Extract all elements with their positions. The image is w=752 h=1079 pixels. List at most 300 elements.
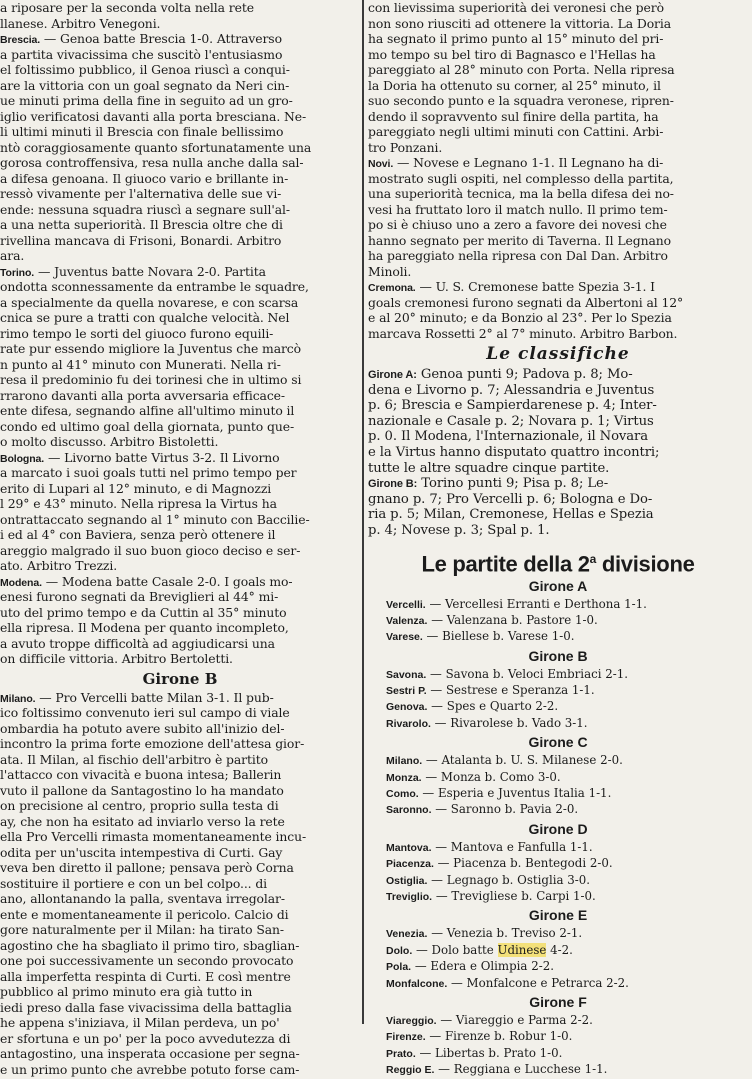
division-title-text: Le partite della 2 — [421, 550, 590, 576]
result-text: — Dolo batte — [412, 942, 498, 957]
text-line — [368, 279, 748, 295]
match-result — [368, 682, 748, 698]
text-line — [0, 372, 360, 388]
report-bologna — [0, 450, 360, 574]
paragraph-lead: Girone A: — [368, 369, 417, 381]
match-result — [368, 596, 748, 612]
result-text: — Esperia e Juventus Italia 1-1. — [418, 786, 612, 801]
girone-heading: Girone A — [528, 577, 588, 594]
text-line — [0, 310, 360, 326]
text-line — [0, 124, 360, 140]
line-text: ha pareggiato nella ripresa con Dal Dan. Arbitro — [368, 248, 668, 263]
text-line — [0, 922, 360, 938]
match-result — [368, 666, 748, 682]
girone-b-heading: Girone B — [142, 669, 218, 688]
line-text: vuto il pallone da Santagostino lo ha mandato — [0, 782, 284, 798]
result-text: — Sestrese e Speranza 1-1. — [426, 683, 595, 698]
match-result — [368, 942, 748, 958]
result-city: Pola. — [386, 961, 412, 974]
line-text: ato. Arbitro Trezzi. — [0, 558, 118, 573]
text-line — [368, 171, 748, 187]
line-text: — Novese e Legnano 1-1. Il Legnano ha di- — [393, 155, 664, 170]
result-city: Prato. — [386, 1047, 416, 1060]
result-city: Monfalcone. — [386, 977, 448, 990]
result-text: — Savona b. Veloci Embriaci 2-1. — [426, 666, 628, 681]
line-text: po si è chiuso uno a zero a favore dei novesi che — [368, 217, 667, 232]
text-line — [368, 233, 748, 249]
girone-heading: Girone E — [528, 907, 588, 924]
text-line — [0, 62, 360, 78]
girone-section — [368, 733, 748, 818]
line-text: — Pro Vercelli batte Milan 3-1. Il pub- — [35, 689, 274, 705]
text-line — [368, 461, 748, 477]
result-city: Saronno. — [386, 804, 432, 817]
text-line — [0, 605, 360, 621]
text-line — [0, 860, 360, 876]
text-line — [0, 434, 360, 450]
result-text: — Monfalcone e Petrarca 2-2. — [447, 975, 629, 990]
text-line — [0, 450, 360, 466]
text-line — [0, 953, 360, 969]
text-line — [0, 1031, 360, 1047]
match-result — [368, 612, 748, 628]
text-line — [0, 279, 360, 295]
text-line — [0, 1000, 360, 1016]
text-line — [368, 507, 748, 523]
text-line — [0, 202, 360, 218]
highlighted-team: Udinese — [497, 942, 547, 957]
result-text: — Venezia b. Treviso 2-1. — [427, 926, 583, 941]
line-text: — Juventus batte Novara 2-0. Partita — [34, 263, 266, 279]
result-city: Viareggio. — [386, 1014, 437, 1027]
line-text: ue minuti prima della fine in seguito ad un gro- — [0, 93, 293, 108]
match-result — [368, 888, 748, 904]
division-title-sup: a — [589, 551, 597, 566]
text-line — [0, 155, 360, 171]
line-text: ella ripresa. Il Modena per quanto incompleto, — [0, 620, 289, 635]
line-text: ntò coraggiosamente quanto sfortunatamente una — [0, 139, 312, 155]
text-line — [0, 705, 360, 721]
text-line — [0, 620, 360, 636]
line-text: areggio malgrado il suo buon gioco deciso e ser- — [0, 542, 301, 558]
line-text: rate pur essendo migliore la Juventus che marcò — [0, 341, 302, 356]
text-line — [0, 938, 360, 954]
article-continuation — [0, 0, 360, 31]
girone-section — [368, 820, 748, 905]
paragraph-lead: Torino. — [0, 266, 35, 279]
line-text: ay, che non ha esitato ad inviarlo verso la rete — [0, 813, 285, 829]
line-text: i ed al 4° con Baviera, senza però ottenere il — [0, 527, 276, 542]
match-result — [368, 975, 748, 991]
line-text: Torino punti 9; Pisa p. 8; Le- — [417, 476, 609, 492]
text-line — [0, 543, 360, 559]
text-line — [0, 264, 360, 280]
text-line — [0, 721, 360, 737]
line-text: on difficile vittoria. Arbitro Bertoletti. — [0, 651, 233, 666]
result-city: Milano. — [386, 755, 423, 768]
text-line — [368, 31, 748, 47]
text-line — [0, 31, 360, 47]
classifiche-heading: Le classifiche — [486, 344, 630, 364]
result-text: — Mantova e Fanfulla 1-1. — [431, 839, 593, 854]
text-line — [0, 0, 360, 16]
report-novi — [368, 155, 748, 279]
text-line — [368, 109, 748, 125]
report-torino — [0, 264, 360, 450]
paragraph-lead: Novi. — [368, 158, 394, 170]
line-text: one poi successivamente un secondo provocato — [0, 953, 294, 968]
line-text: — Livorno batte Virtus 3-2. Il Livorno — [44, 449, 280, 465]
line-text: ente difesa, segnando alfine all'ultimo minuto il — [0, 403, 295, 418]
result-text: — Biellese b. Varese 1-0. — [422, 629, 575, 644]
line-text: llanese. Arbitro Venegoni. — [0, 15, 161, 31]
result-city: Reggio E. — [386, 1064, 435, 1077]
report-milano — [0, 690, 360, 1078]
line-text: Genoa punti 9; Padova p. 8; Mo- — [416, 367, 633, 382]
result-city: Sestri P. — [386, 685, 427, 698]
line-text: a difesa genoana. Il giuoco vario e brillante in- — [0, 170, 289, 186]
match-result — [368, 1045, 748, 1061]
result-city: Vercelli. — [386, 598, 426, 611]
line-text: on precisione al centro, proprio sulla testa di — [0, 798, 279, 813]
result-text: — Saronno b. Pavia 2-0. — [431, 802, 579, 817]
line-text: dena e Livorno p. 7; Alessandria e Juventus — [368, 382, 655, 398]
line-text: tutte le altre squadre cinque partite. — [368, 460, 610, 476]
text-line — [0, 109, 360, 125]
result-text: — Vercellesi Erranti e Derthona 1-1. — [425, 596, 647, 611]
text-line — [368, 326, 748, 342]
line-text: con lievissima superiorità dei veronesi che però — [368, 0, 664, 15]
line-text: n punto al 41° minuto con Munerati. Nella ri- — [0, 356, 281, 372]
line-text: gorosa controffensiva, resa nulla anche dalla sal- — [0, 155, 304, 170]
text-line — [0, 341, 360, 357]
line-text: veva ben diretto il pallone; pensava però Corna — [0, 860, 294, 875]
text-line — [368, 0, 748, 16]
result-text: — Piacenza b. Bentegodi 2-0. — [433, 856, 613, 871]
text-line — [0, 876, 360, 892]
text-line — [368, 78, 748, 94]
standings-girone-b — [368, 476, 748, 538]
text-line — [0, 845, 360, 861]
girone-heading: Girone C — [528, 734, 588, 751]
girone-heading: Girone D — [528, 820, 588, 837]
result-city: Treviglio. — [386, 891, 433, 903]
text-line — [0, 651, 360, 667]
girone-section — [368, 906, 748, 991]
text-line — [368, 62, 748, 78]
result-text: — Legnago b. Ostiglia 3-0. — [427, 872, 591, 887]
division-title-end: divisione — [596, 550, 695, 576]
text-line — [368, 476, 748, 492]
paragraph-lead: Brescia. — [0, 34, 41, 46]
result-score: 4-2. — [546, 942, 573, 957]
text-line — [0, 527, 360, 543]
text-line — [0, 481, 360, 497]
paragraph-lead: Milano. — [0, 692, 36, 705]
result-text: — Trevigliese b. Carpi 1-0. — [432, 889, 596, 903]
line-text: odita per un'uscita intempestiva di Curti. Gay — [0, 844, 283, 860]
text-line — [368, 264, 748, 280]
line-text: gore naturalmente per il Milan: ha tirato San- — [0, 922, 284, 937]
text-line — [0, 736, 360, 752]
line-text: e un primo punto che avrebbe potuto forse cam- — [0, 1061, 300, 1077]
result-city: Como. — [386, 788, 419, 801]
text-line — [0, 558, 360, 574]
line-text: ella Pro Vercelli rimasta momentaneamente incu- — [0, 829, 307, 844]
result-city: Varese. — [386, 631, 423, 644]
paragraph-lead: Bologna. — [0, 452, 45, 465]
text-line — [368, 124, 748, 140]
text-line — [368, 155, 748, 171]
text-line — [368, 16, 748, 32]
line-text: nazionale e Casale p. 2; Novara p. 1; Virtus — [368, 413, 654, 429]
paragraph-lead: Modena. — [0, 576, 42, 589]
text-line — [0, 388, 360, 404]
text-line — [0, 783, 360, 799]
result-text: — Atalanta b. U. S. Milanese 2-0. — [422, 753, 623, 768]
left-column — [0, 0, 360, 1077]
line-text: er sfortuna e un po' per la poco avvedutezza di — [0, 1030, 291, 1046]
line-text: a marcato i suoi goals tutti nel primo tempo per — [0, 465, 297, 480]
text-line — [0, 248, 360, 264]
line-text: ontrattaccato segnando al 1° minuto con Baccilie- — [0, 511, 310, 527]
girone-heading: Girone B — [528, 647, 588, 664]
match-result — [368, 958, 748, 974]
line-text: ha segnato il primo punto al 15° minuto del pri- — [368, 31, 664, 46]
text-line — [368, 383, 748, 399]
text-line — [0, 78, 360, 94]
text-line — [0, 814, 360, 830]
text-line — [0, 1046, 360, 1062]
text-line — [0, 690, 360, 706]
line-text: pareggiato negli ultimi minuti con Cattini. Arbi- — [368, 124, 664, 139]
text-line — [0, 403, 360, 419]
line-text: antagostino, una insperata occasione per segna- — [0, 1046, 300, 1061]
line-text: ata. Il Milan, al fischio dell'arbitro è partito — [0, 751, 268, 767]
line-text: are la vittoria con un goal segnato da Neri cin- — [0, 77, 290, 93]
line-text: sostituire il portiere e con un bel colpo... di — [0, 875, 268, 891]
text-line — [368, 47, 748, 63]
match-result — [368, 855, 748, 871]
text-line — [0, 140, 360, 156]
text-line — [368, 367, 748, 383]
paragraph-lead: Girone B: — [368, 478, 418, 491]
line-text: he appena s'iniziava, il Milan perdeva, un po' — [0, 1015, 280, 1030]
line-text: ara. — [0, 248, 25, 263]
text-line — [0, 47, 360, 63]
line-text: ente e momentaneamente il pericolo. Calcio di — [0, 906, 289, 922]
line-text: vesi ha fruttato loro il match nullo. Il primo tem- — [368, 201, 668, 217]
line-text: a specialmente da quella novarese, e con scarsa — [0, 294, 299, 310]
line-text: l'attacco con vivacità e buona intesa; Ballerin — [0, 767, 282, 782]
line-text: ano, allontanando la palla, sventava irregolar- — [0, 891, 285, 906]
result-text: — Libertas b. Prato 1-0. — [415, 1045, 563, 1060]
text-line — [368, 523, 748, 539]
line-text: o molto discusso. Arbitro Bistoletti. — [0, 434, 219, 449]
line-text: enesi furono segnati da Breviglieri al 44° mi- — [0, 589, 279, 604]
match-result — [368, 839, 748, 855]
girone-section — [368, 577, 748, 645]
division-title — [368, 545, 748, 576]
text-line — [368, 414, 748, 430]
text-line — [0, 752, 360, 768]
line-text: condo ed ultimo goal della giornata, punto que- — [0, 418, 295, 434]
result-city: Genova. — [386, 701, 428, 714]
line-text: hanno segnato per merito di Taverna. Il Legnano — [368, 232, 671, 248]
text-line — [0, 233, 360, 249]
line-text: goals cremonesi furono segnati da Albertoni al 12° — [368, 294, 684, 310]
result-city: Venezia. — [386, 928, 428, 941]
line-text: pubblico al primo minuto era già tutto in — [0, 984, 253, 999]
match-result — [368, 715, 748, 731]
match-result — [368, 752, 748, 768]
line-text: uto del primo tempo e da Cuttin al 35° minuto — [0, 604, 287, 620]
match-result — [368, 1012, 748, 1028]
line-text: — U. S. Cremonese batte Spezia 3-1. I — [415, 279, 655, 294]
text-line — [0, 829, 360, 845]
result-city: Dolo. — [386, 944, 413, 957]
girone-section — [368, 647, 748, 732]
line-text: ico foltissimo convenuto ieri sul campo di viale — [0, 705, 290, 720]
match-result — [368, 1028, 748, 1044]
report-brescia — [0, 31, 360, 264]
result-city: Firenze. — [386, 1031, 426, 1044]
line-text: tro Ponzani. — [368, 139, 443, 155]
text-line — [0, 16, 360, 32]
text-line — [368, 202, 748, 218]
line-text: incontro la prima forte emozione dell'attesa gior- — [0, 736, 305, 751]
match-result — [368, 698, 748, 714]
text-line — [0, 357, 360, 373]
line-text: a avuto troppe difficoltà ad aggiudicarsi una — [0, 635, 275, 651]
text-line — [0, 171, 360, 187]
line-text: a una netta superiorità. Il Brescia oltre che di — [0, 217, 283, 232]
report-cremona — [368, 279, 748, 341]
line-text: — Modena batte Casale 2-0. I goals mo- — [41, 573, 293, 589]
text-line — [0, 93, 360, 109]
line-text: rrarono davanti alla porta avversaria efficace- — [0, 387, 285, 403]
result-text: — Spes e Quarto 2-2. — [427, 699, 559, 714]
standings-girone-a — [368, 367, 748, 476]
line-text: iedi preso dalla fase vivacissima della battaglia — [0, 999, 292, 1015]
report-modena — [0, 574, 360, 667]
text-line — [0, 419, 360, 435]
line-text: p. 0. Il Modena, l'Internazionale, il Novara — [368, 429, 649, 445]
match-result — [368, 769, 748, 785]
match-result — [368, 925, 748, 941]
line-text: Minoli. — [368, 263, 412, 279]
text-line — [368, 140, 748, 156]
line-text: li ultimi minuti il Brescia con finale bellissimo — [0, 124, 284, 139]
line-text: e la Virtus hanno disputato quattro incontri; — [368, 444, 660, 460]
text-line — [0, 512, 360, 528]
line-text: e al 20° minuto; e da Bonzio al 23°. Per lo Spezia — [368, 310, 672, 325]
line-text: rimo tempo le sorti del giuoco furono equili- — [0, 325, 274, 341]
line-text: rivellina mancava di Frisoni, Bonardi. Arbitro — [0, 232, 282, 248]
result-city: Valenza. — [386, 614, 428, 627]
text-line — [0, 984, 360, 1000]
text-line — [0, 589, 360, 605]
line-text: a riposare per la seconda volta nella rete — [0, 0, 254, 15]
text-line — [0, 217, 360, 233]
match-result — [368, 1061, 748, 1077]
result-city: Monza. — [386, 771, 422, 784]
text-line — [0, 326, 360, 342]
text-line — [368, 429, 748, 445]
text-line — [0, 1015, 360, 1031]
paragraph-lead: Cremona. — [368, 282, 416, 294]
line-text: ende: nessuna squadra riuscì a segnare sull'al- — [0, 201, 290, 217]
result-city: Ostiglia. — [386, 874, 428, 887]
text-line — [0, 465, 360, 481]
text-line — [368, 186, 748, 202]
line-text: alla imperfetta respinta di Curti. E così mentre — [0, 968, 291, 984]
result-city: Savona. — [386, 668, 427, 681]
girone-heading: Girone F — [529, 993, 587, 1010]
line-text: ondotta sconnessamente da entrambe le squadre, — [0, 279, 309, 294]
line-text: el foltissimo pubblico, il Genoa riuscì a conqui- — [0, 62, 290, 77]
match-result — [368, 628, 748, 644]
text-line — [0, 574, 360, 590]
text-line — [0, 907, 360, 923]
text-line — [368, 310, 748, 326]
text-line — [0, 798, 360, 814]
line-text: erito di Lupari al 12° minuto, e di Magnozzi — [0, 480, 272, 496]
line-text: p. 6; Brescia e Sampierdarenese p. 4; Inter- — [368, 398, 657, 414]
girone-section — [368, 993, 748, 1078]
result-text: — Rivarolese b. Vado 3-1. — [430, 715, 588, 730]
line-text: — Genoa batte Brescia 1-0. Attraverso — [40, 31, 282, 46]
column-divider — [362, 0, 364, 1024]
text-line — [368, 93, 748, 109]
line-text: pareggiato al 28° minuto con Porta. Nella ripresa — [368, 62, 675, 77]
result-city: Rivarolo. — [386, 717, 431, 730]
text-line — [0, 496, 360, 512]
line-text: marcava Rossetti 2° al 7° minuto. Arbitro Barbon. — [368, 325, 678, 341]
match-result — [368, 801, 748, 817]
article-continuation-right — [368, 0, 748, 155]
text-line — [0, 1062, 360, 1078]
line-text: ombardia ha potuto avere subito all'inizio del- — [0, 720, 285, 736]
result-text: — Edera e Olimpia 2-2. — [411, 959, 554, 974]
line-text: ria p. 5; Milan, Cremonese, Hellas e Spezia — [368, 507, 654, 523]
line-text: cnica se pure a tratti con qualche velocità. Nel — [0, 310, 290, 325]
result-text: — Valenzana b. Pastore 1-0. — [427, 612, 598, 627]
text-line — [368, 217, 748, 233]
line-text: ressò vivamente per l'alternativa delle sue vi- — [0, 186, 282, 201]
line-text: mostrato sugli ospiti, nel complesso della partita, — [368, 170, 674, 186]
line-text: la Doria ha ottenuto su corner, al 25° minuto, il — [368, 77, 661, 93]
match-result — [368, 785, 748, 801]
text-line — [0, 636, 360, 652]
result-text: — Reggiana e Lucchese 1-1. — [434, 1062, 608, 1077]
text-line — [368, 398, 748, 414]
line-text: resa il predominio fu dei torinesi che in ultimo si — [0, 372, 302, 387]
text-line — [368, 492, 748, 508]
text-line — [0, 295, 360, 311]
line-text: suo secondo punto e la squadra veronese, ripren- — [368, 93, 674, 108]
result-city: Piacenza. — [386, 858, 434, 871]
line-text: una superiorità tecnica, ma la bella difesa dei no- — [368, 186, 674, 201]
text-line — [0, 969, 360, 985]
line-text: iglio verificatosi davanti alla porta bresciana. Ne- — [0, 108, 307, 124]
result-text: — Monza b. Como 3-0. — [421, 769, 561, 784]
text-line — [368, 445, 748, 461]
result-text: — Viareggio e Parma 2-2. — [436, 1012, 593, 1027]
line-text: mo tempo su bel tiro di Bagnasco e l'Hellas ha — [368, 46, 656, 62]
text-line — [368, 295, 748, 311]
line-text: a partita vivacissima che suscitò l'entusiasmo — [0, 46, 283, 62]
